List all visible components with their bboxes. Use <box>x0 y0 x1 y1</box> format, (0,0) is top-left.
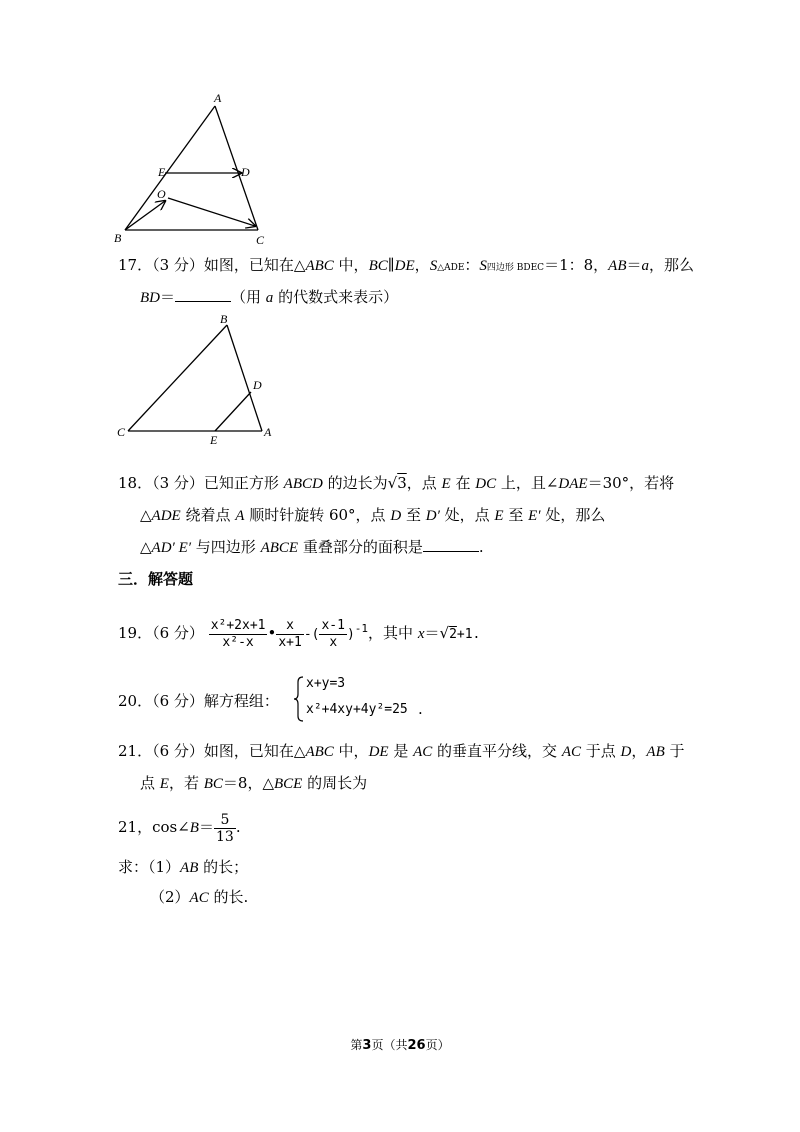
q18-line2: △ADE 绕着点 A 顺时针旋转 60°，点 D 至 D′ 处，点 E 至 E′ 处，那么 <box>140 506 606 524</box>
fraction-3: $\frac{x-1}{x}$ <box>321 617 345 650</box>
sqrt-symbol: √ <box>439 624 450 642</box>
left-brace <box>294 676 304 722</box>
figure-triangle-abc-with-point-o <box>110 90 280 250</box>
q21-line1: 21．（6 分）如图，已知在△ABC 中，DE 是 AC 的垂直平分线，交 AC 于点 D，AB 于 <box>118 742 685 760</box>
page-footer: 第3页（共26页） <box>350 1038 450 1053</box>
q17-line2: BD＝ （用 a 的代数式来表示） <box>140 288 399 306</box>
equation-2: x²+4xy+4y²=25 <box>306 702 408 717</box>
segment-de <box>215 392 251 431</box>
q21-line2: 点 E，若 BC＝8，△BCE 的周长为 <box>140 774 368 792</box>
q19: 19．（6 分） $\frac{\text{x²+2x+1}}{\text{x²-x}}$ • $\frac{x}{x+1}$ -( $\frac{x-1}{x}$ )$^{-1}$，其中 x＝√2+1. <box>118 617 481 650</box>
label-a: A <box>214 91 222 105</box>
side-bc <box>128 325 227 431</box>
side-ac <box>215 106 258 230</box>
label-o: O <box>157 187 166 201</box>
answer-blank <box>175 287 231 302</box>
label-c: C <box>117 425 126 439</box>
label-b: B <box>220 312 228 326</box>
section-heading: 三．解答题 <box>118 570 194 588</box>
fraction-cos: $\frac{5}{13}$ <box>215 811 234 845</box>
q21-line3: 21，cos∠B＝ $\frac{5}{13}$ . <box>118 811 241 845</box>
side-ab <box>125 106 215 230</box>
label-d: D <box>241 165 250 179</box>
vector-oc <box>168 198 255 226</box>
fraction-1: $\frac{\text{x²+2x+1}}{\text{x²-x}}$ <box>210 617 266 650</box>
q17-line1: 17．（3 分）如图，已知在△ABC 中，BC∥DE，S△ADE：S四边形 BDEC＝1：8，AB＝a，那么 <box>118 256 695 274</box>
q18-line3: △AD′ E′ 与四边形 ABCE 重叠部分的面积是 . <box>140 538 484 556</box>
figure-triangle-abc-with-de <box>112 310 282 450</box>
vector-bo <box>125 201 165 230</box>
equation-1: x+y=3 <box>306 676 346 691</box>
label-e: E <box>158 165 166 179</box>
q20-label: 20．（6 分）解方程组： <box>118 692 279 710</box>
label-a: A <box>264 425 272 439</box>
total-pages: 26 <box>407 1038 426 1053</box>
sqrt-symbol: √ <box>387 474 398 492</box>
label-b: B <box>114 231 122 245</box>
page-number: 3 <box>362 1038 372 1053</box>
q21-ask2: （2）AC 的长. <box>150 888 249 906</box>
q18-line1: 18．（3 分）已知正方形 ABCD 的边长为√3，点 E 在 DC 上，且∠DAE＝30°，若将 <box>118 474 675 492</box>
label-d: D <box>253 378 262 392</box>
answer-blank <box>423 537 479 552</box>
q21-ask1: 求：（1）AB 的长； <box>118 858 249 876</box>
fraction-2: $\frac{x}{x+1}$ <box>278 617 302 650</box>
equation-end: . <box>418 700 423 718</box>
label-c: C <box>256 233 265 247</box>
label-e: E <box>210 433 218 447</box>
